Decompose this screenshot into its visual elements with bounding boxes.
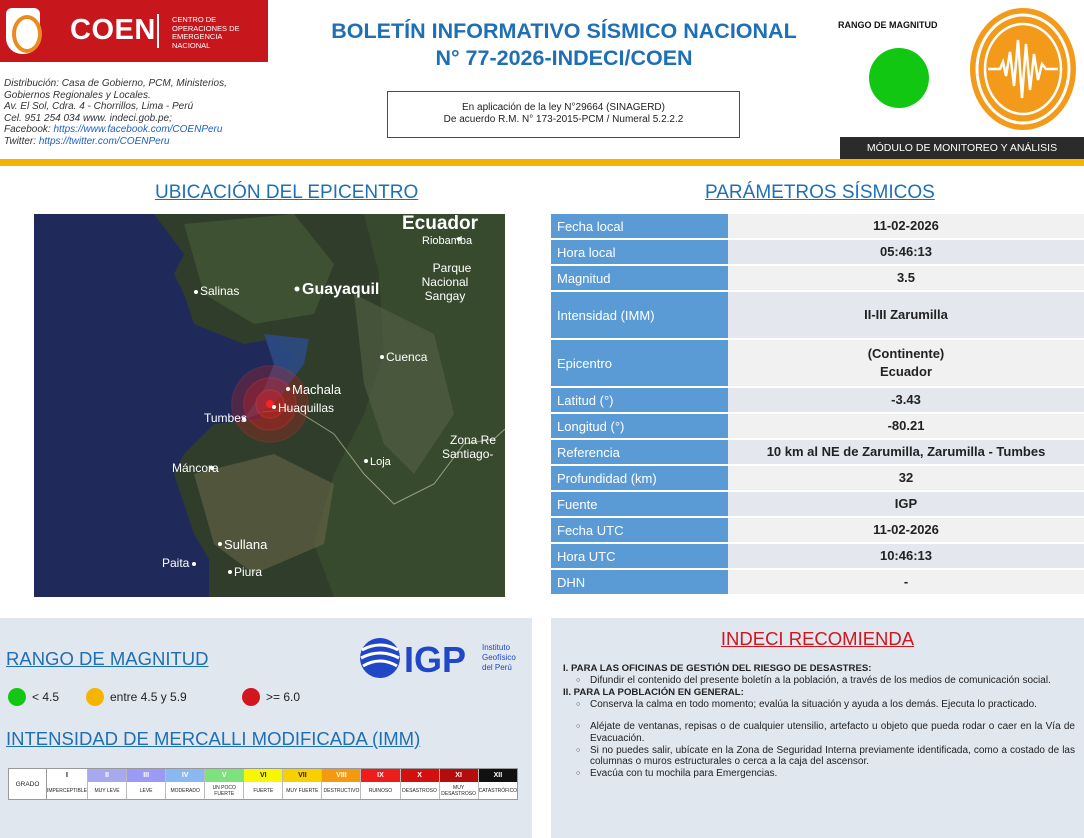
mercalli-grade xyxy=(440,769,479,799)
epicenter-map[interactable] xyxy=(34,214,505,597)
seismograph-logo-icon xyxy=(970,8,1076,130)
mercalli-grade xyxy=(283,769,322,799)
contact-line: Av. El Sol, Cdra. 4 - Chorrillos, Lima - Perú xyxy=(4,101,194,113)
twitter-label: Twitter: xyxy=(4,135,39,147)
params-row xyxy=(551,240,1084,264)
title-line-2: N° 77-2026-INDECI/COEN xyxy=(435,46,693,70)
grade-number: VII xyxy=(283,769,321,782)
param-key: Magnitud xyxy=(551,266,728,290)
igp-sub-3: del Perú xyxy=(482,663,512,672)
params-row xyxy=(551,570,1084,594)
header-divider-bar xyxy=(0,159,1084,166)
logo-subtitle xyxy=(172,16,262,50)
grade-number: VI xyxy=(244,769,282,782)
mercalli-scale xyxy=(8,768,518,800)
grade-desc: RUINOSO xyxy=(368,787,393,794)
map-label-cuenca: Cuenca xyxy=(386,350,428,364)
magnitude-range-heading: RANGO DE MAGNITUD xyxy=(6,648,209,669)
mercalli-grade xyxy=(47,769,88,799)
grade-number: I xyxy=(47,769,87,782)
mercalli-grade xyxy=(322,769,361,799)
map-label-parque: Parque xyxy=(432,261,472,275)
range-label: RANGO DE MAGNITUD xyxy=(838,20,938,30)
igp-logo xyxy=(358,636,528,685)
params-table xyxy=(551,214,1084,596)
params-row xyxy=(551,266,1084,290)
legal-line-2: De acuerdo R.M. N° 173-2015-PCM / Numeral 5.2.2.2 xyxy=(443,114,684,125)
grade-number: XI xyxy=(440,769,478,782)
map-label-guayaquil: Guayaquil xyxy=(302,281,380,298)
contact-line: Distribución: Casa de Gobierno, PCM, Ministerios, xyxy=(4,78,227,89)
coen-logo xyxy=(0,0,268,62)
facebook-label: Facebook: xyxy=(4,124,54,136)
twitter-link[interactable]: https://twitter.com/COENPeru xyxy=(38,135,170,147)
legend-item-yellow xyxy=(86,688,187,706)
param-value: IGP xyxy=(728,492,1084,516)
green-dot-icon xyxy=(8,688,26,706)
map-label-zona: Zona Re xyxy=(450,433,497,447)
param-value: II-III Zarumilla xyxy=(728,292,1084,338)
param-key: Hora UTC xyxy=(551,544,728,568)
params-row xyxy=(551,414,1084,438)
param-value: - xyxy=(728,570,1084,594)
param-key: Fuente xyxy=(551,492,728,516)
grade-number: III xyxy=(127,769,165,782)
params-row xyxy=(551,466,1084,490)
grade-desc: CATASTRÓFICO xyxy=(478,787,518,794)
igp-sub-2: Geofísico xyxy=(482,653,516,662)
grade-desc: DESASTROSO xyxy=(402,787,437,794)
logo-sub-line: CENTRO DE xyxy=(172,15,217,24)
map-label-salinas: Salinas xyxy=(200,284,240,298)
contact-block xyxy=(4,78,284,148)
grade-desc: LEVE xyxy=(139,787,153,794)
param-key: Hora local xyxy=(551,240,728,264)
grade-number: VIII xyxy=(322,769,360,782)
map-label-piura: Piura xyxy=(234,565,263,579)
mercalli-grade xyxy=(88,769,127,799)
map-label-paita: Paita xyxy=(162,556,190,570)
mercalli-grade xyxy=(361,769,400,799)
param-key: Latitud (°) xyxy=(551,388,728,412)
grade-desc: UN POCO FUERTE xyxy=(212,784,236,797)
legend-label: >= 6.0 xyxy=(266,690,301,704)
legend-panel xyxy=(0,618,532,838)
param-key: Intensidad (IMM) xyxy=(551,292,728,338)
param-value: 11-02-2026 xyxy=(728,518,1084,542)
recommendations-heading: INDECI RECOMIENDA xyxy=(720,628,915,649)
igp-text: IGP xyxy=(404,639,467,680)
map-label-mancora: Máncora xyxy=(172,461,219,475)
param-value: 11-02-2026 xyxy=(728,214,1084,238)
map-label-tumbes: Tumbes xyxy=(204,411,247,425)
logo-text: COEN xyxy=(70,14,156,46)
yellow-dot-icon xyxy=(86,688,104,706)
grade-desc: FUERTE xyxy=(253,787,274,794)
legend-label: entre 4.5 y 5.9 xyxy=(110,690,187,704)
legal-line-1: En aplicación de la ley N°29664 (SINAGERD) xyxy=(462,102,665,113)
params-row xyxy=(551,388,1084,412)
logo-divider xyxy=(157,14,159,48)
legend-item-red xyxy=(242,688,300,706)
epicenter-heading: UBICACIÓN DEL EPICENTRO xyxy=(155,182,419,203)
mercalli-grade xyxy=(166,769,205,799)
contact-line: Gobiernos Regionales y Locales. xyxy=(4,89,151,101)
map-label-riobamba: Riobamba xyxy=(422,235,473,247)
rec-item: ○ Difundir el contenido del presente boletín a la población, a través de los medios de comunicación social. xyxy=(563,675,1075,687)
mercalli-grade xyxy=(401,769,440,799)
contact-line: Cel. 951 254 034 www. indeci.gob.pe; xyxy=(4,112,172,124)
param-key: Fecha local xyxy=(551,214,728,238)
param-key: DHN xyxy=(551,570,728,594)
range-indicator-dot xyxy=(869,48,929,108)
param-value: 10:46:13 xyxy=(728,544,1084,568)
mercalli-heading: INTENSIDAD DE MERCALLI MODIFICADA (IMM) xyxy=(6,728,421,749)
param-value: 10 km al NE de Zarumilla, Zarumilla - Tumbes xyxy=(728,440,1084,464)
epicenter-line-2: Ecuador xyxy=(879,364,932,379)
param-key: Fecha UTC xyxy=(551,518,728,542)
params-row xyxy=(551,214,1084,238)
rec-item: ○ Aléjate de ventanas, repisas o de cualquier utensilio, artefacto u objeto que pueda rodar o caer en la Vía de Evacuación. xyxy=(563,721,1075,744)
params-heading: PARÁMETROS SÍSMICOS xyxy=(705,182,935,203)
legend-item-green xyxy=(8,688,59,706)
grade-number: IX xyxy=(361,769,399,782)
params-row xyxy=(551,292,1084,338)
map-label-sangay: Sangay xyxy=(424,289,466,303)
grade-desc: DESTRUCTIVO xyxy=(323,787,360,794)
recommendations-panel xyxy=(551,618,1084,838)
param-value: -3.43 xyxy=(728,388,1084,412)
params-row xyxy=(551,440,1084,464)
param-key: Longitud (°) xyxy=(551,414,728,438)
red-dot-icon xyxy=(242,688,260,706)
param-value: 3.5 xyxy=(728,266,1084,290)
module-banner: MÓDULO DE MONITOREO Y ANÁLISIS xyxy=(840,137,1084,159)
param-key: Referencia xyxy=(551,440,728,464)
grade-number: X xyxy=(401,769,439,782)
map-label-loja: Loja xyxy=(370,456,391,468)
param-value: 05:46:13 xyxy=(728,240,1084,264)
title-line-1: BOLETÍN INFORMATIVO SÍSMICO NACIONAL xyxy=(331,19,797,43)
rec-item: ○ Si no puedes salir, ubícate en la Zona de Seguridad Interna previamente identificada, como a costado de las columnas o muros estructurales o cerca a la caja del ascensor. xyxy=(563,745,1075,768)
grado-label: GRADO xyxy=(9,769,47,799)
grade-number: XII xyxy=(479,769,517,782)
map-label-santiago: Santiago- xyxy=(442,447,494,461)
epicenter-line-1: (Continente) xyxy=(867,346,945,361)
logo-sub-line: OPERACIONES DE xyxy=(172,23,240,33)
mercalli-grade xyxy=(205,769,244,799)
mercalli-grade xyxy=(244,769,283,799)
params-row xyxy=(551,544,1084,568)
twitter-line xyxy=(4,136,284,148)
rec-section-1: I. PARA LAS OFICINAS DE GESTIÓN DEL RIESGO DE DESASTRES: xyxy=(563,663,872,674)
mercalli-grade xyxy=(127,769,166,799)
grade-desc: MUY FUERTE xyxy=(286,787,319,794)
peru-shield-icon xyxy=(6,8,40,54)
map-svg xyxy=(34,214,505,597)
seismograph-svg xyxy=(970,8,1076,130)
param-value xyxy=(728,340,1084,386)
igp-logo-svg xyxy=(358,636,528,680)
param-key: Epicentro xyxy=(551,340,728,386)
mercalli-grade xyxy=(479,769,517,799)
legal-box xyxy=(387,91,740,138)
param-value: -80.21 xyxy=(728,414,1084,438)
map-label-sullana: Sullana xyxy=(224,537,268,552)
rec-item: ○ Conserva la calma en todo momento; evalúa la situación y ayuda a los demás. Ejecuta lo practicado. xyxy=(563,699,1075,711)
legend-label: < 4.5 xyxy=(32,690,60,704)
igp-sub-1: Instituto xyxy=(482,643,511,652)
grade-number: IV xyxy=(166,769,204,782)
params-row xyxy=(551,492,1084,516)
rec-item: ○ Evacúa con tu mochila para Emergencias. xyxy=(563,768,1075,780)
param-value: 32 xyxy=(728,466,1084,490)
grade-desc: MODERADO xyxy=(170,787,200,794)
map-label-ecuador: Ecuador xyxy=(402,214,479,234)
grade-number: V xyxy=(205,769,243,782)
grade-desc: IMPERCEPTIBLE xyxy=(47,787,88,794)
recommendations-body xyxy=(563,662,1075,779)
map-label-machala: Machala xyxy=(292,382,342,397)
map-label-huaquillas: Huaquillas xyxy=(278,401,335,415)
grade-desc: MUY DESASTROSO xyxy=(441,784,476,797)
facebook-line xyxy=(4,124,284,136)
logo-sub-line: EMERGENCIA NACIONAL xyxy=(172,32,223,50)
rec-section-2: II. PARA LA POBLACIÓN EN GENERAL: xyxy=(563,687,744,699)
params-row xyxy=(551,340,1084,386)
params-row xyxy=(551,518,1084,542)
grade-desc: MUY LEVE xyxy=(94,787,120,794)
param-key: Profundidad (km) xyxy=(551,466,728,490)
bulletin-title xyxy=(290,18,838,72)
facebook-link[interactable]: https://www.facebook.com/COENPeru xyxy=(53,124,223,136)
grade-number: II xyxy=(88,769,126,782)
map-label-nacional: Nacional xyxy=(421,275,469,289)
